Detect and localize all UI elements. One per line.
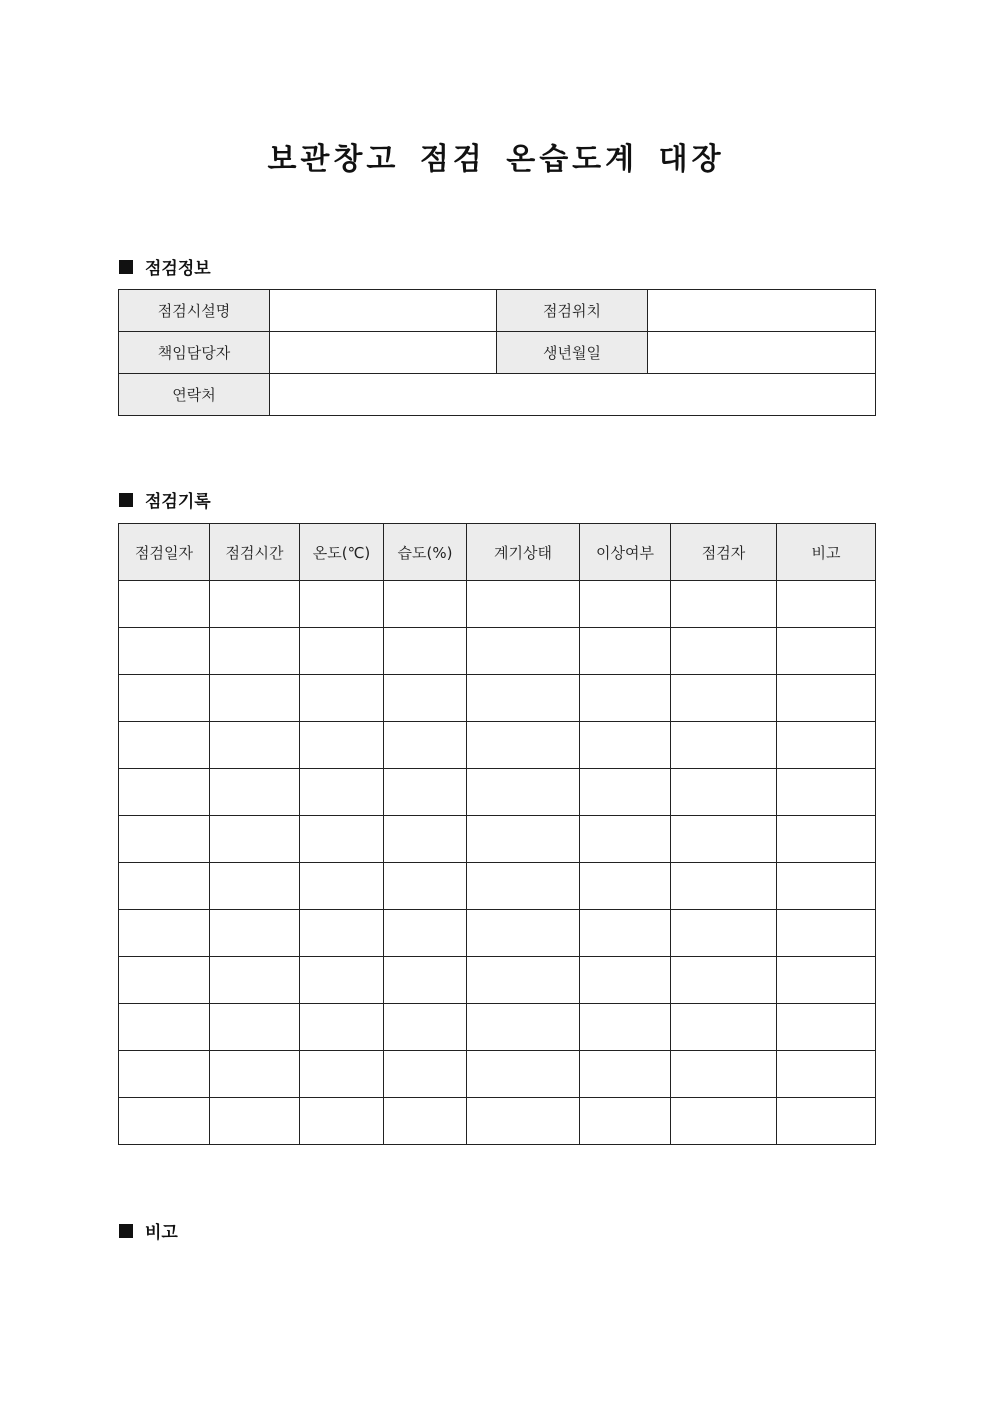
anomaly-cell[interactable] [580, 1098, 671, 1145]
temperature-cell[interactable] [300, 722, 384, 769]
temperature-cell[interactable] [300, 816, 384, 863]
anomaly-cell[interactable] [580, 910, 671, 957]
time-cell[interactable] [210, 910, 300, 957]
anomaly-cell[interactable] [580, 816, 671, 863]
date-cell[interactable] [119, 863, 210, 910]
temperature-cell[interactable] [300, 957, 384, 1004]
gauge-status-cell[interactable] [467, 722, 580, 769]
humidity-cell[interactable] [384, 628, 467, 675]
anomaly-cell[interactable] [580, 675, 671, 722]
humidity-cell[interactable] [384, 1004, 467, 1051]
table-row [119, 910, 876, 957]
anomaly-cell[interactable] [580, 957, 671, 1004]
remarks-cell[interactable] [777, 769, 876, 816]
header-date: 점검일자 [119, 524, 210, 581]
info-table [118, 289, 876, 416]
inspector-cell[interactable] [671, 675, 777, 722]
remarks-cell[interactable] [777, 816, 876, 863]
temperature-cell[interactable] [300, 675, 384, 722]
inspector-cell[interactable] [671, 722, 777, 769]
section-records-heading [119, 487, 211, 512]
anomaly-cell[interactable] [580, 581, 671, 628]
time-cell[interactable] [210, 581, 300, 628]
gauge-status-cell[interactable] [467, 863, 580, 910]
date-cell[interactable] [119, 722, 210, 769]
page-title: 보관창고 점검 온습도계 대장 [267, 142, 725, 177]
gauge-status-cell[interactable] [467, 675, 580, 722]
anomaly-cell[interactable] [580, 769, 671, 816]
humidity-cell[interactable] [384, 581, 467, 628]
header-remarks: 비고 [777, 524, 876, 581]
table-row [119, 1098, 876, 1145]
gauge-status-cell[interactable] [467, 1098, 580, 1145]
time-cell[interactable] [210, 769, 300, 816]
header-anomaly: 이상여부 [580, 524, 671, 581]
contact-label: 연락처 [119, 374, 270, 416]
remarks-cell[interactable] [777, 910, 876, 957]
date-cell[interactable] [119, 1098, 210, 1145]
records-table [118, 523, 876, 1145]
time-cell[interactable] [210, 1004, 300, 1051]
anomaly-cell[interactable] [580, 1051, 671, 1098]
table-row [119, 769, 876, 816]
header-inspector: 점검자 [671, 524, 777, 581]
birthdate-label: 생년월일 [497, 332, 648, 374]
time-cell[interactable] [210, 675, 300, 722]
remarks-cell[interactable] [777, 863, 876, 910]
humidity-cell[interactable] [384, 769, 467, 816]
table-row [119, 675, 876, 722]
humidity-cell[interactable] [384, 675, 467, 722]
facility-name-field[interactable] [270, 290, 497, 332]
table-row [119, 628, 876, 675]
remarks-cell[interactable] [777, 1004, 876, 1051]
temperature-cell[interactable] [300, 769, 384, 816]
remarks-cell[interactable] [777, 722, 876, 769]
gauge-status-cell[interactable] [467, 769, 580, 816]
temperature-cell[interactable] [300, 581, 384, 628]
date-cell[interactable] [119, 675, 210, 722]
temperature-cell[interactable] [300, 1098, 384, 1145]
temperature-cell[interactable] [300, 1004, 384, 1051]
gauge-status-cell[interactable] [467, 957, 580, 1004]
time-cell[interactable] [210, 816, 300, 863]
anomaly-cell[interactable] [580, 863, 671, 910]
humidity-cell[interactable] [384, 863, 467, 910]
manager-field[interactable] [270, 332, 497, 374]
humidity-cell[interactable] [384, 957, 467, 1004]
table-row [119, 863, 876, 910]
time-cell[interactable] [210, 628, 300, 675]
location-field[interactable] [648, 290, 876, 332]
remarks-cell[interactable] [777, 581, 876, 628]
humidity-cell[interactable] [384, 816, 467, 863]
square-bullet-icon [119, 260, 133, 274]
time-cell[interactable] [210, 1098, 300, 1145]
date-cell[interactable] [119, 910, 210, 957]
header-time: 점검시간 [210, 524, 300, 581]
remarks-cell[interactable] [777, 1051, 876, 1098]
inspector-cell[interactable] [671, 816, 777, 863]
info-row [119, 374, 876, 416]
date-cell[interactable] [119, 1004, 210, 1051]
gauge-status-cell[interactable] [467, 628, 580, 675]
square-bullet-icon [119, 493, 133, 507]
temperature-cell[interactable] [300, 628, 384, 675]
date-cell[interactable] [119, 628, 210, 675]
table-row [119, 1051, 876, 1098]
table-row [119, 816, 876, 863]
gauge-status-cell[interactable] [467, 816, 580, 863]
date-cell[interactable] [119, 769, 210, 816]
inspector-cell[interactable] [671, 1004, 777, 1051]
inspector-cell[interactable] [671, 863, 777, 910]
humidity-cell[interactable] [384, 722, 467, 769]
inspector-cell[interactable] [671, 910, 777, 957]
location-label: 점검위치 [497, 290, 648, 332]
remarks-cell[interactable] [777, 675, 876, 722]
inspector-cell[interactable] [671, 1051, 777, 1098]
table-row [119, 1004, 876, 1051]
date-cell[interactable] [119, 816, 210, 863]
date-cell[interactable] [119, 1051, 210, 1098]
info-row [119, 332, 876, 374]
section-info-heading [119, 254, 211, 279]
table-row [119, 722, 876, 769]
humidity-cell[interactable] [384, 1098, 467, 1145]
time-cell[interactable] [210, 863, 300, 910]
anomaly-cell[interactable] [580, 1004, 671, 1051]
time-cell[interactable] [210, 1051, 300, 1098]
inspector-cell[interactable] [671, 769, 777, 816]
remarks-cell[interactable] [777, 957, 876, 1004]
gauge-status-cell[interactable] [467, 1051, 580, 1098]
temperature-cell[interactable] [300, 910, 384, 957]
anomaly-cell[interactable] [580, 722, 671, 769]
date-cell[interactable] [119, 957, 210, 1004]
remarks-cell[interactable] [777, 628, 876, 675]
gauge-status-cell[interactable] [467, 581, 580, 628]
section-records-label: 점검기록 [145, 492, 211, 512]
inspector-cell[interactable] [671, 628, 777, 675]
square-bullet-icon [119, 1224, 133, 1238]
humidity-cell[interactable] [384, 910, 467, 957]
section-remarks-label: 비고 [145, 1223, 178, 1243]
header-gauge-status: 계기상태 [467, 524, 580, 581]
humidity-cell[interactable] [384, 1051, 467, 1098]
inspector-cell[interactable] [671, 581, 777, 628]
records-header-row [119, 524, 876, 581]
remarks-cell[interactable] [777, 1098, 876, 1145]
table-row [119, 957, 876, 1004]
inspector-cell[interactable] [671, 1098, 777, 1145]
manager-label: 책임담당자 [119, 332, 270, 374]
temperature-cell[interactable] [300, 1051, 384, 1098]
anomaly-cell[interactable] [580, 628, 671, 675]
facility-name-label: 점검시설명 [119, 290, 270, 332]
time-cell[interactable] [210, 957, 300, 1004]
gauge-status-cell[interactable] [467, 910, 580, 957]
info-row [119, 290, 876, 332]
birthdate-field[interactable] [648, 332, 876, 374]
inspector-cell[interactable] [671, 957, 777, 1004]
gauge-status-cell[interactable] [467, 1004, 580, 1051]
temperature-cell[interactable] [300, 863, 384, 910]
contact-field[interactable] [270, 374, 876, 416]
header-temperature: 온도(℃) [300, 524, 384, 581]
records-body [119, 581, 876, 1145]
section-remarks-heading [119, 1218, 178, 1243]
table-row [119, 581, 876, 628]
header-humidity: 습도(%) [384, 524, 467, 581]
time-cell[interactable] [210, 722, 300, 769]
date-cell[interactable] [119, 581, 210, 628]
section-info-label: 점검정보 [145, 259, 211, 279]
